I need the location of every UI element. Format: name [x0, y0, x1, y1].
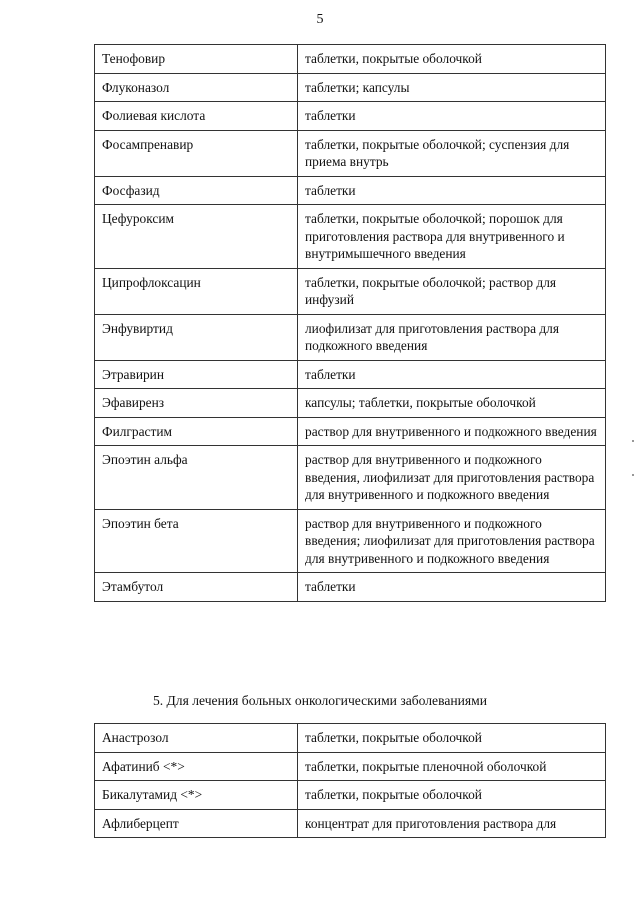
table-row — [95, 446, 606, 510]
table-row — [95, 360, 606, 389]
table-row — [95, 45, 606, 74]
table-row — [95, 752, 606, 781]
drug-name-cell: Этравирин — [95, 360, 298, 389]
drug-name-cell: Бикалутамид <*> — [95, 781, 298, 810]
drug-name-cell: Анастрозол — [95, 724, 298, 753]
drug-name-cell: Эфавиренз — [95, 389, 298, 418]
table-row — [95, 573, 606, 602]
drug-name-cell: Афлиберцепт — [95, 809, 298, 838]
drug-name-cell: Фосампренавир — [95, 130, 298, 176]
dosage-form-cell: раствор для внутривенного и подкожного введения, лиофилизат для приготовления раствора для внутривенного и подкожного введения — [298, 446, 606, 510]
table-row — [95, 809, 606, 838]
drug-table-main — [94, 44, 606, 602]
dosage-form-cell: лиофилизат для приготовления раствора для подкожного введения — [298, 314, 606, 360]
drug-name-cell: Филграстим — [95, 417, 298, 446]
table-row — [95, 781, 606, 810]
dosage-form-cell: таблетки, покрытые оболочкой — [298, 45, 606, 74]
dosage-form-cell: раствор для внутривенного и подкожного введения; лиофилизат для приготовления раствора для внутривенного и подкожного введения — [298, 509, 606, 573]
page-number: 5 — [316, 12, 324, 27]
scan-speck — [632, 440, 634, 442]
dosage-form-cell: капсулы; таблетки, покрытые оболочкой — [298, 389, 606, 418]
drug-name-cell: Фолиевая кислота — [95, 102, 298, 131]
dosage-form-cell: таблетки — [298, 360, 606, 389]
dosage-form-cell: таблетки — [298, 102, 606, 131]
section-heading: 5. Для лечения больных онкологическими заболеваниями — [152, 693, 488, 708]
dosage-form-cell: таблетки, покрытые оболочкой; раствор для инфузий — [298, 268, 606, 314]
dosage-form-cell: таблетки — [298, 573, 606, 602]
drug-name-cell: Энфувиртид — [95, 314, 298, 360]
table-row — [95, 509, 606, 573]
dosage-form-cell: таблетки — [298, 176, 606, 205]
scan-speck — [632, 474, 634, 476]
table-row — [95, 73, 606, 102]
drug-table-oncology — [94, 723, 606, 838]
table-row — [95, 268, 606, 314]
dosage-form-cell: раствор для внутривенного и подкожного введения — [298, 417, 606, 446]
drug-name-cell: Тенофовир — [95, 45, 298, 74]
drug-name-cell: Афатиниб <*> — [95, 752, 298, 781]
drug-name-cell: Флуконазол — [95, 73, 298, 102]
dosage-form-cell: таблетки; капсулы — [298, 73, 606, 102]
dosage-form-cell: таблетки, покрытые оболочкой; порошок для приготовления раствора для внутривенного и внутримышечного введения — [298, 205, 606, 269]
drug-name-cell: Ципрофлоксацин — [95, 268, 298, 314]
dosage-form-cell: концентрат для приготовления раствора для — [298, 809, 606, 838]
dosage-form-cell: таблетки, покрытые оболочкой; суспензия для приема внутрь — [298, 130, 606, 176]
table-row — [95, 102, 606, 131]
dosage-form-cell: таблетки, покрытые пленочной оболочкой — [298, 752, 606, 781]
table-row — [95, 314, 606, 360]
table-row — [95, 205, 606, 269]
table-row — [95, 724, 606, 753]
drug-name-cell: Эпоэтин альфа — [95, 446, 298, 510]
dosage-form-cell: таблетки, покрытые оболочкой — [298, 781, 606, 810]
dosage-form-cell: таблетки, покрытые оболочкой — [298, 724, 606, 753]
table-row — [95, 389, 606, 418]
table-row — [95, 130, 606, 176]
drug-name-cell: Фосфазид — [95, 176, 298, 205]
drug-name-cell: Цефуроксим — [95, 205, 298, 269]
drug-name-cell: Этамбутол — [95, 573, 298, 602]
table-row — [95, 417, 606, 446]
drug-name-cell: Эпоэтин бета — [95, 509, 298, 573]
table-row — [95, 176, 606, 205]
